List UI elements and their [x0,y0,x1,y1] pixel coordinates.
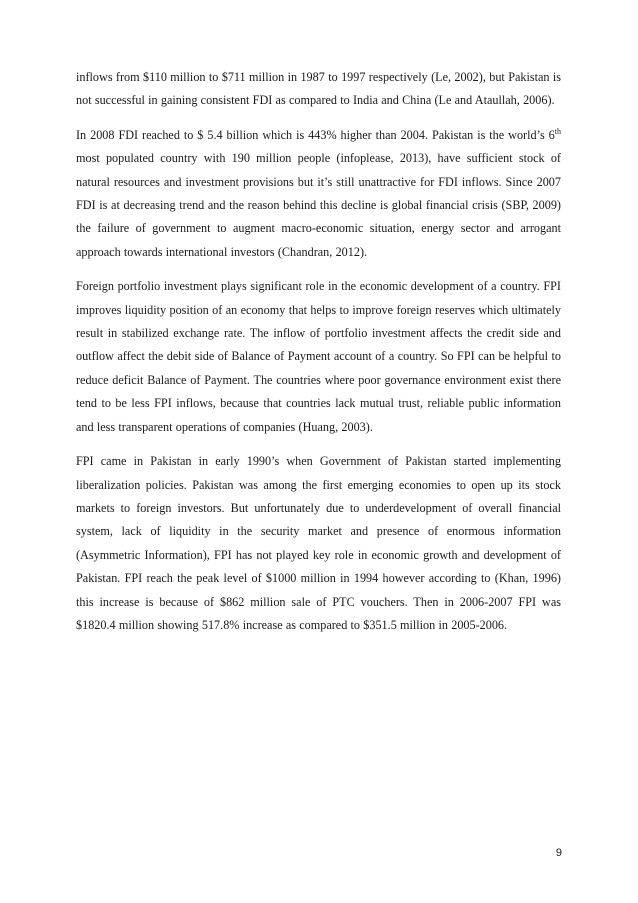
paragraph-fpi-role [76,275,561,439]
ordinal-suffix: th [554,126,561,136]
paragraph-text-end: most populated country with 190 million people (infoplease, 2013), have sufficient stock of natural resources and investment provisions but it’s still unattractive for FDI inflows. Since 2007 FDI is at decreasing trend and the reason behind this decline is global financial crisis (SBP, 2009) the failure of government to augment macro-economic situation, energy sector and arrogant approach towards international investors (Chandran, 2012). [76,151,561,259]
paragraph-fdi-inflows [76,66,561,113]
paragraph-text: FPI came in Pakistan in early 1990’s when Government of Pakistan started implementing liberalization policies. Pakistan was among the first emerging economies to open up its stock markets to foreign investors. But unfortunately due to underdevelopment of overall financial system, lack of liquidity in the security market and presence of enormous information (Asymmetric Information), FPI has not played key role in economic growth and development of Pakistan. FPI reach the peak level of $1000 million in 1994 however according to (Khan, 1996) this increase is because of $862 million sale of PTC vouchers. Then in 2006-2007 FPI was $1820.4 million showing 517.8% increase as compared to $351.5 million in 2005-2006. [76,454,561,632]
paragraph-fpi-pakistan [76,450,561,637]
page-number: 9 [555,847,562,859]
body-text [76,66,561,648]
paragraph-fdi-2008 [76,124,561,264]
paragraph-text: Foreign portfolio investment plays significant role in the economic development of a country. FPI improves liquidity position of an economy that helps to improve foreign reserves which ultimately result in stabilized exchange rate. The inflow of portfolio investment affects the credit side and outflow affect the debit side of Balance of Payment account of a country. So FPI can be helpful to reduce deficit Balance of Payment. The countries where poor governance environment exist there tend to be less FPI inflows, because that countries lack mutual trust, reliable public information and less transparent operations of companies (Huang, 2003). [76,279,561,434]
paragraph-text: inflows from $110 million to $711 million in 1987 to 1997 respectively (Le, 2002), but Pakistan is not successful in gaining consistent FDI as compared to India and China (Le and Ataullah, 2006). [76,70,561,108]
paragraph-text-start: In 2008 FDI reached to $ 5.4 billion which is 443% higher than 2004. Pakistan is the world’s 6 [76,127,555,142]
